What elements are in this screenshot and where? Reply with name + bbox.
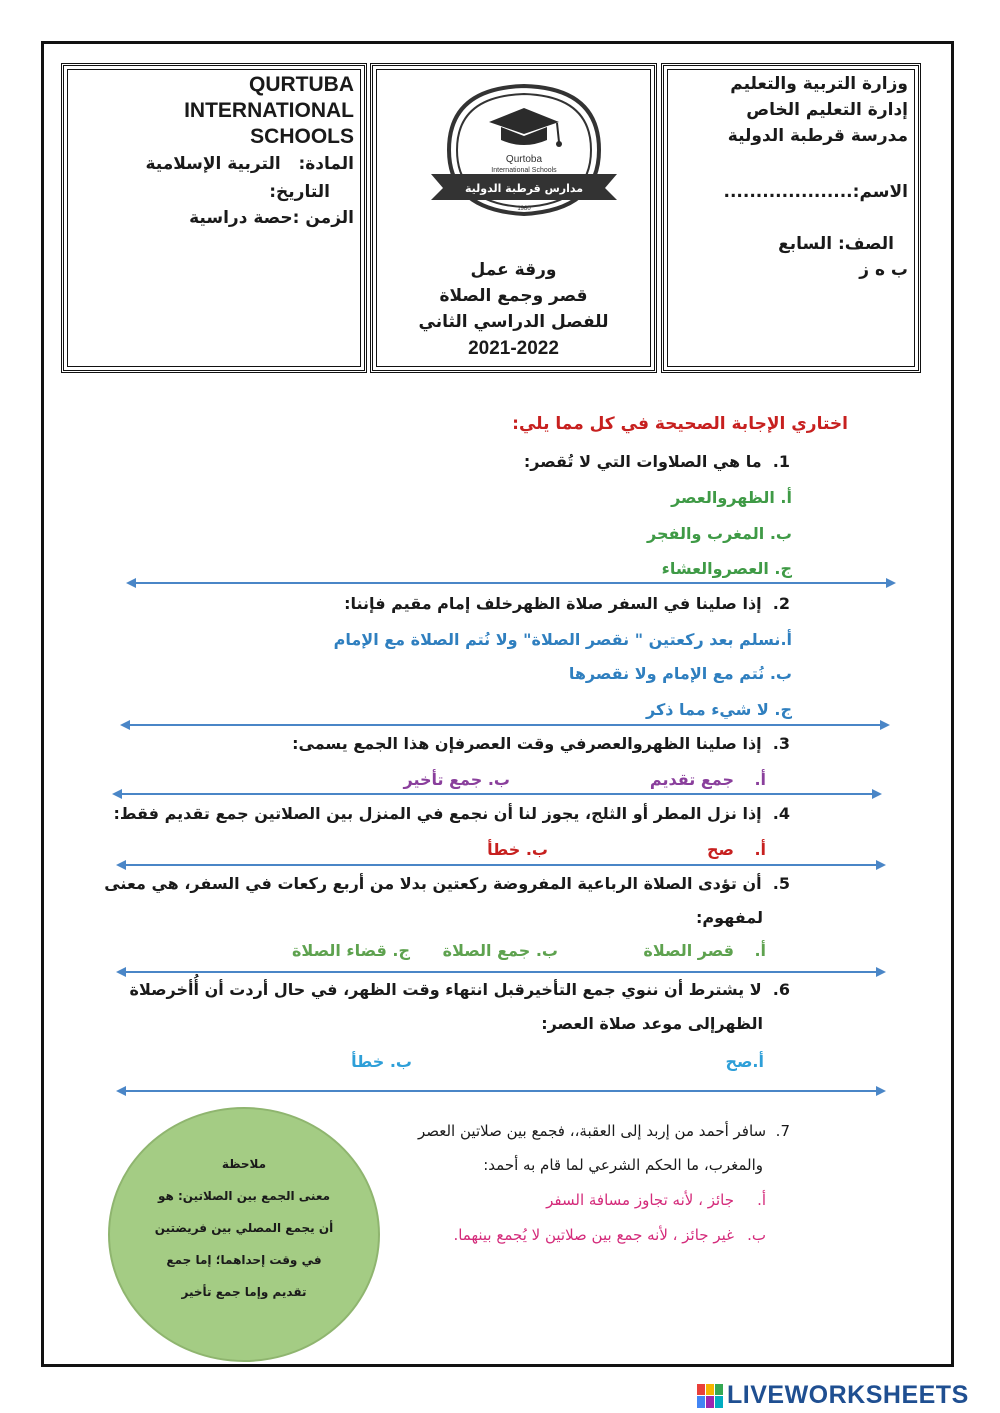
note-line: تقديم وإما جمع تأخير — [181, 1285, 307, 1299]
question-text-cont: الظهرإلى موعد صلاة العصر: — [541, 1014, 763, 1033]
question-text: أن تؤدى الصلاة الرباعية المفروضة ركعتين بدلا من أربع ركعات في السفر، هي معنى — [104, 874, 762, 893]
grade-label: الصف: — [837, 234, 894, 254]
question-number: 2. — [772, 594, 790, 613]
question-number: 3. — [772, 734, 790, 753]
question-5 — [104, 874, 790, 893]
question-text-cont: لمفهوم: — [696, 908, 763, 927]
question-number: 5. — [772, 874, 790, 893]
question-1 — [524, 452, 790, 471]
option-a-letter: أ. — [754, 770, 766, 789]
header-middle-box — [370, 63, 657, 373]
option-a[interactable]: أ.نسلم بعد ركعتين " نقصر الصلاة" ولا نُتم الصلاة مع الإمام — [333, 630, 792, 649]
option-a[interactable]: جمع تقديم — [649, 770, 734, 789]
question-text: ما هي الصلاوات التي لا تُقصر: — [523, 452, 762, 471]
question-number: 4. — [772, 804, 790, 823]
worksheet-title: ورقة عمل — [470, 260, 557, 280]
question-number: 7. — [775, 1122, 790, 1140]
logo-text-bottom: International Schools — [491, 167, 557, 174]
question-number: 1. — [772, 452, 790, 471]
question-text: إذا صلينا الظهروالعصرفي وقت العصرفإن هذا الجمع يسمى: — [292, 734, 762, 753]
school-name-line: SCHOOLS — [250, 125, 354, 148]
option-b[interactable]: ب. نُتم مع الإمام ولا نقصرها — [568, 664, 792, 683]
note-line: معنى الجمع بين الصلاتين: هو — [157, 1189, 331, 1203]
option-b[interactable]: غير جائز ، لأنه جمع بين صلاتين لا يُجمع بينهما. — [453, 1226, 734, 1244]
school-name-english — [184, 72, 354, 150]
option-a[interactable]: أ. الظهروالعصر — [671, 488, 792, 507]
answer-arrow[interactable] — [112, 787, 882, 801]
option-b[interactable]: ب. خطأ — [487, 840, 548, 859]
subject-value: التربية الإسلامية — [145, 154, 281, 174]
name-label: الاسم: — [852, 182, 908, 202]
header-left-box — [61, 63, 367, 373]
liveworksheets-brand[interactable]: LIVEWORKSHEETS — [727, 1381, 969, 1409]
option-a-letter: أ. — [754, 941, 766, 960]
answer-arrow[interactable] — [116, 1084, 886, 1098]
subject-line — [146, 154, 355, 174]
school-name-arabic: مدرسة قرطبة الدولية — [727, 126, 908, 146]
date-label: التاريخ: — [269, 182, 330, 202]
note-line: أن يجمع المصلي بين فريضتين — [154, 1221, 334, 1235]
school-name-line: INTERNATIONAL — [184, 99, 354, 122]
question-4 — [113, 804, 790, 823]
worksheet-year: 2021-2022 — [468, 338, 559, 359]
option-a-letter: أ. — [757, 1191, 766, 1209]
option-b[interactable]: ب. خطأ — [351, 1052, 412, 1071]
option-a[interactable]: قصر الصلاة — [643, 941, 734, 960]
note-circle — [108, 1107, 380, 1362]
option-c[interactable]: ج. لا شيء مما ذكر — [645, 700, 792, 719]
option-a[interactable]: أ.صح — [725, 1052, 764, 1071]
question-text: لا يشترط أن ننوي جمع التأخيرقبل انتهاء وقت الظهر، في حال أردت أن أُأخرصلاة — [129, 980, 762, 999]
option-b[interactable]: ب. جمع الصلاة — [442, 941, 558, 960]
question-text: إذا صلينا في السفر صلاة الظهرخلف إمام مقيم فإننا: — [344, 594, 762, 613]
liveworksheets-logo-icon — [697, 1384, 723, 1408]
option-a[interactable]: صح — [707, 840, 734, 859]
option-a[interactable]: جائز ، لأنه تجاوز مسافة السفر — [546, 1191, 734, 1209]
logo-banner-text: مدارس قرطبة الدولية — [464, 182, 584, 195]
grade-line — [778, 234, 894, 254]
option-b[interactable]: ب. المغرب والفجر — [646, 524, 792, 543]
worksheet-term: للفصل الدراسي الثاني — [418, 312, 609, 332]
question-text: إذا نزل المطر أو الثلج، يجوز لنا أن نجمع في المنزل بين الصلاتين جمع تقديم فقط: — [113, 804, 762, 823]
option-a-letter: أ. — [754, 840, 766, 859]
time-value: حصة دراسية — [189, 208, 293, 228]
note-line: في وقت إحداهما؛ إما جمع — [166, 1253, 322, 1267]
sections: ب ه ز — [859, 260, 908, 280]
worksheet-topic: قصر وجمع الصلاة — [439, 286, 588, 306]
ministry-line: وزارة التربية والتعليم — [730, 74, 908, 94]
school-logo — [429, 80, 619, 220]
school-name-line: QURTUBA — [249, 73, 354, 96]
question-6 — [130, 980, 791, 999]
header-right-box — [661, 63, 921, 373]
logo-text-top: Qurtoba — [505, 154, 543, 165]
answer-arrow[interactable] — [120, 718, 890, 732]
question-number: 6. — [772, 980, 790, 999]
option-c[interactable]: ج. قضاء الصلاة — [291, 941, 410, 960]
question-3 — [292, 734, 790, 753]
name-blank[interactable]: .................... — [723, 182, 853, 202]
subject-label: المادة: — [298, 154, 354, 174]
time-label: الزمن : — [292, 208, 354, 228]
answer-arrow[interactable] — [116, 965, 886, 979]
time-line — [189, 208, 354, 228]
question-text-cont: والمغرب، ما الحكم الشرعي لما قام به أحمد: — [483, 1156, 763, 1174]
name-line — [723, 182, 908, 202]
logo-year: 1980 — [517, 206, 531, 212]
answer-arrow[interactable] — [116, 858, 886, 872]
option-b-letter: ب. — [747, 1226, 766, 1244]
option-c[interactable]: ج. العصروالعشاء — [661, 559, 792, 578]
answer-arrow[interactable] — [126, 576, 896, 590]
instructions: اختاري الإجابة الصحيحة في كل مما يلي: — [512, 414, 848, 434]
question-7 — [418, 1122, 790, 1140]
ministry-line: إدارة التعليم الخاص — [746, 100, 908, 120]
option-b[interactable]: ب. جمع تأخير — [403, 770, 510, 789]
note-title: ملاحظة — [221, 1157, 267, 1171]
grade-value: السابع — [778, 234, 833, 254]
question-text: سافر أحمد من إربد إلى العقبة،، فجمع بين صلاتين العصر — [417, 1122, 767, 1140]
question-2 — [344, 594, 790, 613]
